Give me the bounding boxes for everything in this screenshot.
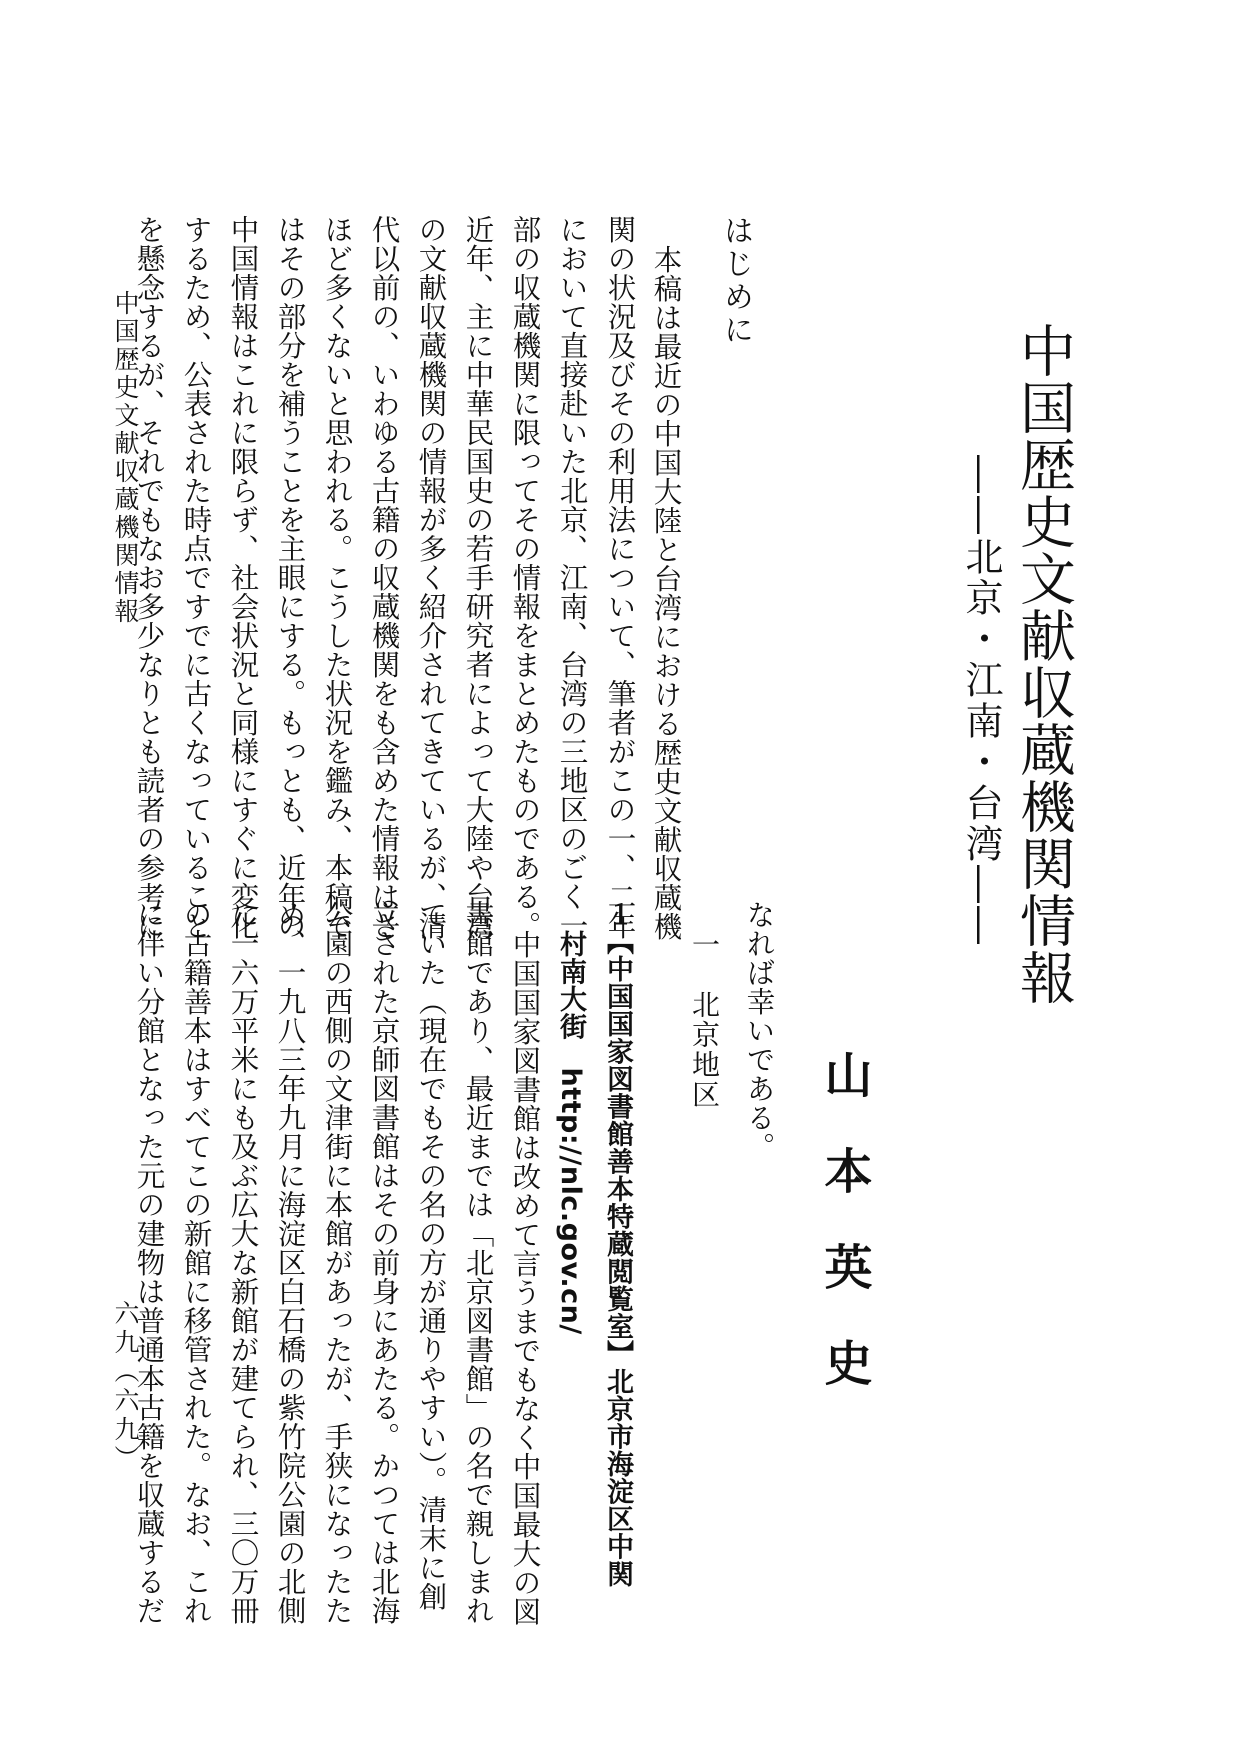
page-number: 六九（六九）	[111, 1300, 140, 1474]
body-line: 書館であり、最近までは「北京図書館」の名で親しまれ	[461, 900, 495, 1625]
entry-heading: １【中国国家図書館善本特蔵閲覧室】北京市海淀区中関	[602, 900, 633, 1588]
section-heading: 一 北京地区	[688, 930, 721, 1110]
intro-line: 関の状況及びその利用法について、筆者がこの一、二年	[603, 215, 637, 940]
body-line: の古籍善本はすべてこの新館に移管された。なお、これ	[179, 900, 213, 1625]
intro-line: はその部分を補うことを主眼にする。もっとも、近年の	[273, 215, 307, 940]
body-line: に一六万平米にも及ぶ広大な新館が建てられ、三〇万冊	[226, 900, 260, 1625]
intro-line: の文献収蔵機関の情報が多く紹介されてきているが、清	[414, 215, 448, 940]
article-title: 中国歴史文献収蔵機関情報	[1011, 322, 1076, 1006]
entry-address: 村南大街 http://nlc.gov.cn/	[555, 930, 586, 1335]
intro-line: 中国情報はこれに限らず、社会状況と同様にすぐに変化	[226, 215, 260, 940]
intro-line: するため、公表された時点ですでに古くなっていること	[179, 215, 213, 940]
intro-line: において直接赴いた北京、江南、台湾の三地区のごく一	[555, 215, 589, 940]
body-line: 立された京師図書館はその前身にあたる。かつては北海	[367, 900, 401, 1625]
intro-closing-line: なれば幸いである。	[742, 900, 776, 1161]
intro-line: ほど多くないと思われる。こうした状況を鑑み、本稿で	[320, 215, 354, 940]
body-line: に伴い分館となった元の建物は普通本古籍を収蔵するだ	[132, 900, 166, 1625]
body-line: 中国国家図書館は改めて言うまでもなく中国最大の図	[508, 930, 542, 1626]
author-name: 山本英史	[816, 1050, 872, 1434]
intro-line: 部の収蔵機関に限ってその情報をまとめたものである。	[508, 215, 542, 940]
article-subtitle: ――北京・江南・台湾――	[959, 455, 1003, 947]
running-title: 中国歴史文献収蔵機関情報	[111, 290, 140, 626]
body-line: 公園の西側の文津街に本館があったが、手狭になったた	[320, 900, 354, 1625]
body-line: ていた（現在でもその名の方が通りやすい）。清末に創	[414, 900, 448, 1611]
body-line: め、一九八三年九月に海淀区白石橋の紫竹院公園の北側	[273, 900, 307, 1625]
intro-line: 本稿は最近の中国大陸と台湾における歴史文献収蔵機	[649, 245, 683, 941]
intro-line: を懸念するが、それでもなお多少なりとも読者の参考に	[132, 215, 166, 940]
intro-line: 代以前の、いわゆる古籍の収蔵機関をも含めた情報はさ	[367, 215, 401, 940]
intro-line: 近年、主に中華民国史の若手研究者によって大陸や台湾	[461, 215, 495, 940]
intro-heading: はじめに	[718, 215, 753, 347]
